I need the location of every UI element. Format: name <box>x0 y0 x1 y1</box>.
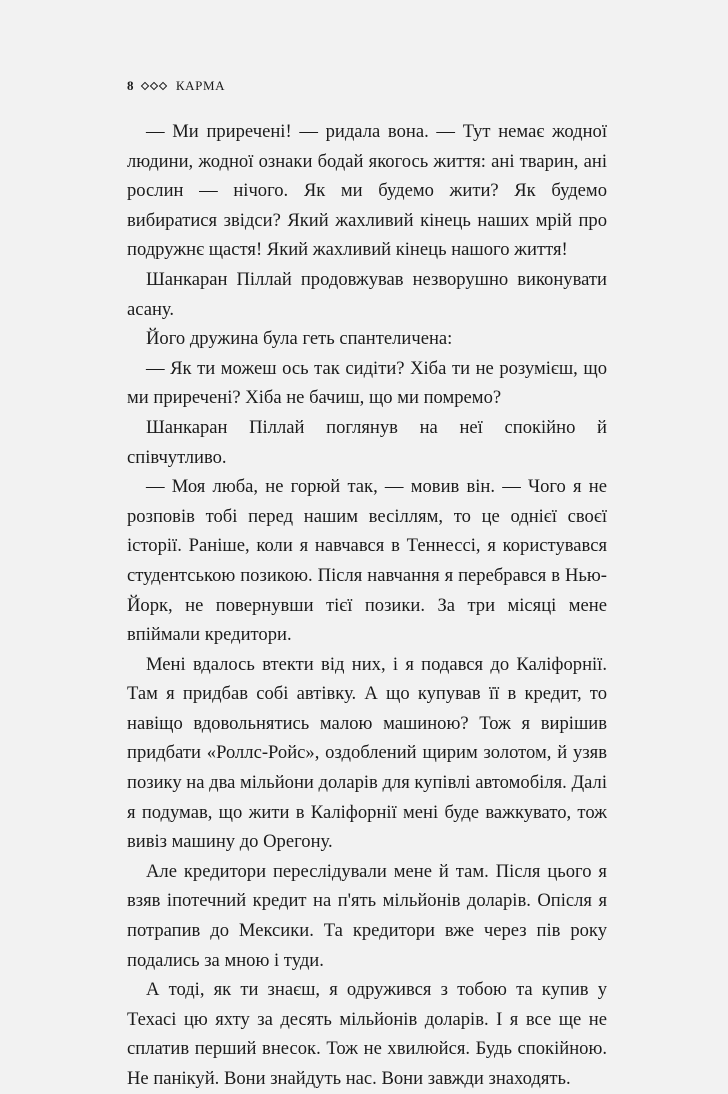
chapter-title: КАРМА <box>175 78 226 93</box>
ornament-diamonds-icon <box>142 83 166 89</box>
paragraph: — Ми приречені! — ридала вона. — Тут немає жодної людини, жодної ознаки бодай якогось життя: ані тварин, ані рослин — нічого. Як ми будемо жити? Як будемо вибиратися звідси? Який жахливий кінець наших мрій про подружнє щастя! Який жахливий кінець нашого життя! <box>127 121 607 261</box>
paragraph: Але кредитори переслідували мене й там. Після цього я взяв іпотечний кредит на п'ять мільйонів доларів. Опісля я потрапив до Мексики. Та кредитори вже через пів року подались за мною і туди. <box>127 860 607 971</box>
running-header <box>127 78 225 94</box>
paragraph: Його дружина була геть спантеличена: <box>146 328 453 350</box>
paragraph: Шанкаран Піллай продовжував незворушно виконувати асану. <box>127 268 607 320</box>
paragraph: — Моя люба, не горюй так, — мовив він. — Чого я не розповів тобі перед нашим весіллям, то це однієї своєї історії. Раніше, коли я навчався в Теннессі, я користувався студентською позикою. Після навчання я перебрався в Нью-Йорк, не повернувши тієї позики. За три місяці мене впіймали кредитори. <box>127 476 607 646</box>
paragraph: А тоді, як ти знаєш, я одружився з тобою та купив у Техасі цю яхту за десять мільйонів доларів. І я все ще не сплатив перший внесок. Тож не хвилюйся. Будь спокійною. Не панікуй. Вони знайдуть нас. Вони завжди знаходять. <box>127 979 607 1089</box>
paragraph: Шанкаран Піллай поглянув на неї спокійно й співчутливо. <box>127 416 607 468</box>
diamond-icon <box>159 82 167 90</box>
paragraph: — Як ти можеш ось так сидіти? Хіба ти не розумієш, що ми приречені? Хіба не бачиш, що ми помремо? <box>127 357 607 409</box>
diamond-icon <box>150 82 158 90</box>
page-body <box>127 117 607 1094</box>
page-number: 8 <box>127 78 134 93</box>
diamond-icon <box>141 82 149 90</box>
paragraph: Мені вдалось втекти від них, і я подався до Каліфорнії. Там я придбав собі автівку. А що купував її в кредит, то навіщо вдовольнятись малою машиною? Тож я вирішив придбати «Роллс-Ройс», оздоблений щирим золотом, й узяв позику на два мільйони доларів для купівлі автомобіля. Далі я подумав, що жити в Каліфорнії мені буде важкувато, тож вивіз машину до Орегону. <box>127 653 607 853</box>
